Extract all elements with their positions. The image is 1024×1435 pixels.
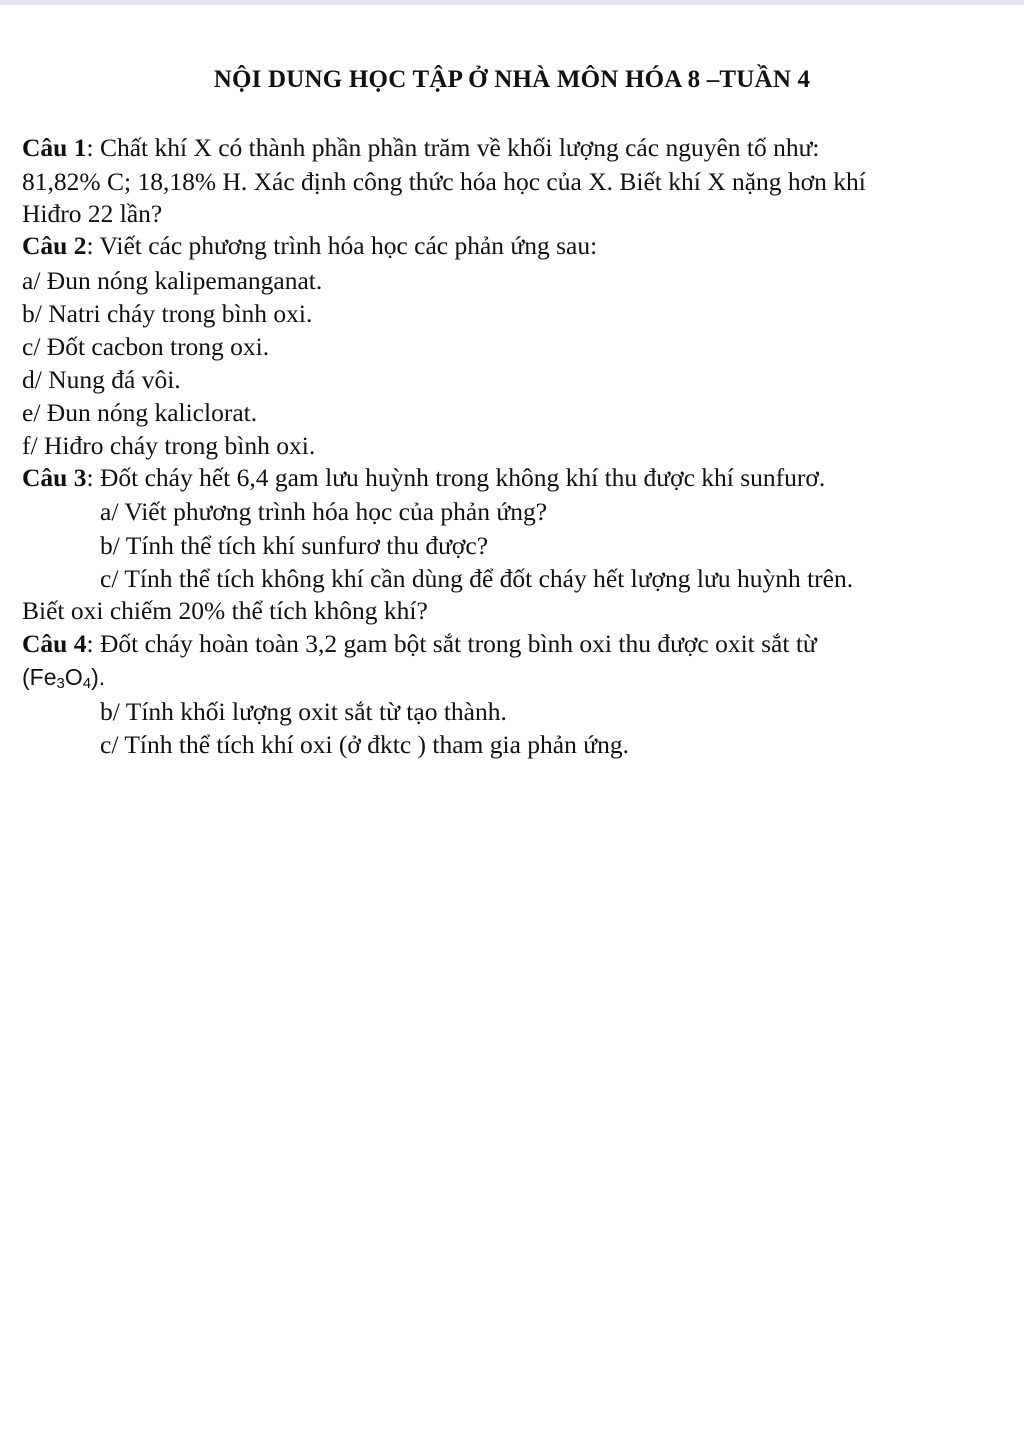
question-2-label: Câu 2 <box>22 231 87 260</box>
question-4-text: : Đốt cháy hoàn toàn 3,2 gam bột sắt trong bình oxi thu được oxit sắt từ <box>86 629 817 658</box>
question-3-text: : Đốt cháy hết 6,4 gam lưu huỳnh trong không khí thu được khí sunfurơ. <box>86 463 826 492</box>
question-2-item-f: f/ Hiđro cháy trong bình oxi. <box>22 431 316 460</box>
question-3-item-c-continued: Biết oxi chiếm 20% thể tích không khí? <box>22 596 428 625</box>
question-4-item-c: c/ Tính thể tích khí oxi (ở đktc ) tham gia phản ứng. <box>100 730 629 759</box>
question-1-text: : Chất khí X có thành phần phần trăm về khối lượng các nguyên tố như: <box>86 133 820 162</box>
question-2-line <box>22 230 597 262</box>
question-1-line-3: Hiđro 22 lần? <box>22 199 163 228</box>
question-2-item-c: c/ Đốt cacbon trong oxi. <box>22 332 270 361</box>
question-3-label: Câu 3 <box>22 463 87 492</box>
question-2-item-a: a/ Đun nóng kalipemanganat. <box>22 266 323 295</box>
question-2-item-d: d/ Nung đá vôi. <box>22 365 181 394</box>
question-4-label: Câu 4 <box>22 629 87 658</box>
question-3-item-b: b/ Tính thể tích khí sunfurơ thu được? <box>100 531 489 560</box>
question-3-item-a: a/ Viết phương trình hóa học của phản ứng? <box>100 497 548 526</box>
question-2-item-b: b/ Natri cháy trong bình oxi. <box>22 299 313 328</box>
question-4-formula: $(Fe_3O_4)$. <box>22 664 106 692</box>
question-2-text: : Viết các phương trình hóa học các phản ứng sau: <box>86 231 598 260</box>
question-4-item-b: b/ Tính khối lượng oxit sắt từ tạo thành. <box>100 697 507 726</box>
question-1-line-1 <box>22 132 820 164</box>
page-title: NỘI DUNG HỌC TẬP Ở NHÀ MÔN HÓA 8 –TUẦN 4 <box>213 66 811 93</box>
question-3-line <box>22 462 825 494</box>
question-4-line <box>22 628 817 660</box>
question-1-line-2: 81,82% C; 18,18% H. Xác định công thức hóa học của X. Biết khí X nặng hơn khí <box>22 167 866 196</box>
top-border <box>0 0 1024 5</box>
question-2-item-e: e/ Đun nóng kaliclorat. <box>22 398 258 427</box>
question-1-label: Câu 1 <box>22 133 87 162</box>
question-3-item-c: c/ Tính thể tích không khí cần dùng để đốt cháy hết lượng lưu huỳnh trên. <box>100 564 854 593</box>
